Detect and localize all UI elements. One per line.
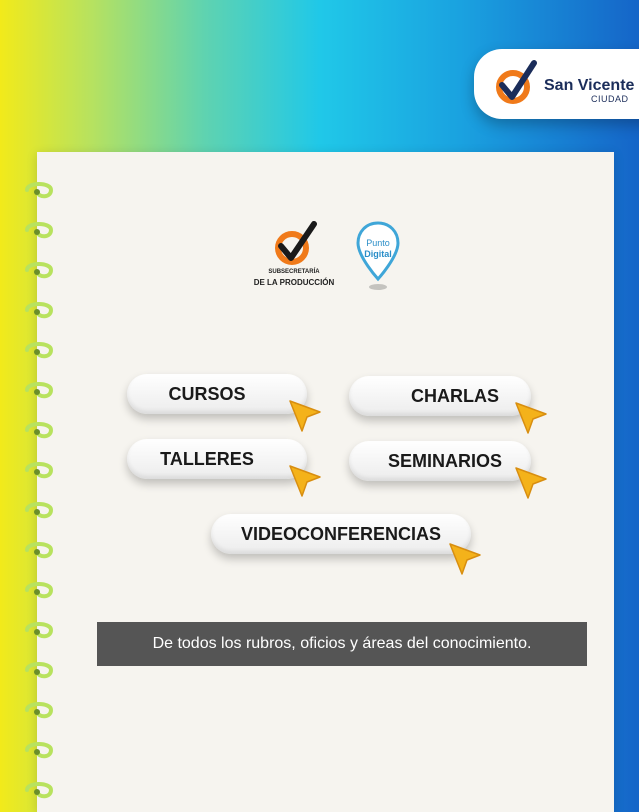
brand-name: San Vicente xyxy=(544,77,635,94)
brand-subtitle: CIUDAD xyxy=(591,94,629,104)
subsecretaria-line2: DE LA PRODUCCIÓN xyxy=(253,278,335,287)
binding-ring-icon xyxy=(25,420,55,440)
charlas-label: CHARLAS xyxy=(411,385,499,406)
binding-ring-icon xyxy=(25,500,55,520)
binding-ring-icon xyxy=(25,340,55,360)
pointer-cursor-icon xyxy=(513,465,549,501)
digital-text: Digital xyxy=(364,249,392,259)
punto-digital-logo xyxy=(356,221,410,293)
binding-ring-icon xyxy=(25,700,55,720)
binding-ring-icon xyxy=(25,380,55,400)
binding-ring-icon xyxy=(25,460,55,480)
brand-badge xyxy=(474,49,639,119)
notebook-paper xyxy=(37,152,614,812)
pointer-cursor-icon xyxy=(447,541,483,577)
check-logo-icon xyxy=(272,220,320,268)
pointer-cursor-icon xyxy=(287,463,323,499)
videoconferencias-label: VIDEOCONFERENCIAS xyxy=(240,523,442,544)
binding-ring-icon xyxy=(25,620,55,640)
binding-ring-icon xyxy=(25,580,55,600)
binding-ring-icon xyxy=(25,220,55,240)
binding-ring-icon xyxy=(25,660,55,680)
charlas-button[interactable] xyxy=(349,376,531,416)
binding-ring-icon xyxy=(25,780,55,800)
san-vicente-logo-icon xyxy=(494,59,538,105)
binding-ring-icon xyxy=(25,180,55,200)
binding-ring-icon xyxy=(25,260,55,280)
seminarios-button[interactable] xyxy=(349,441,531,481)
videoconferencias-button[interactable] xyxy=(211,514,471,554)
subsecretaria-logo xyxy=(244,220,344,292)
binding-ring-icon xyxy=(25,540,55,560)
talleres-label: TALLERES xyxy=(160,448,254,469)
cursos-button[interactable] xyxy=(127,374,307,414)
talleres-button[interactable] xyxy=(127,439,307,479)
punto-text: Punto xyxy=(366,238,390,248)
seminarios-label: SEMINARIOS xyxy=(387,450,502,471)
binding-ring-icon xyxy=(25,300,55,320)
binding-ring-icon xyxy=(25,740,55,760)
cursos-label: CURSOS xyxy=(168,383,246,404)
pointer-cursor-icon xyxy=(513,400,549,436)
subsecretaria-line1: SUBSECRETARÍA xyxy=(268,269,320,275)
caption-banner xyxy=(97,622,587,666)
caption-text: De todos los rubros, oficios y áreas del conocimiento. xyxy=(152,635,532,652)
pointer-cursor-icon xyxy=(287,398,323,434)
